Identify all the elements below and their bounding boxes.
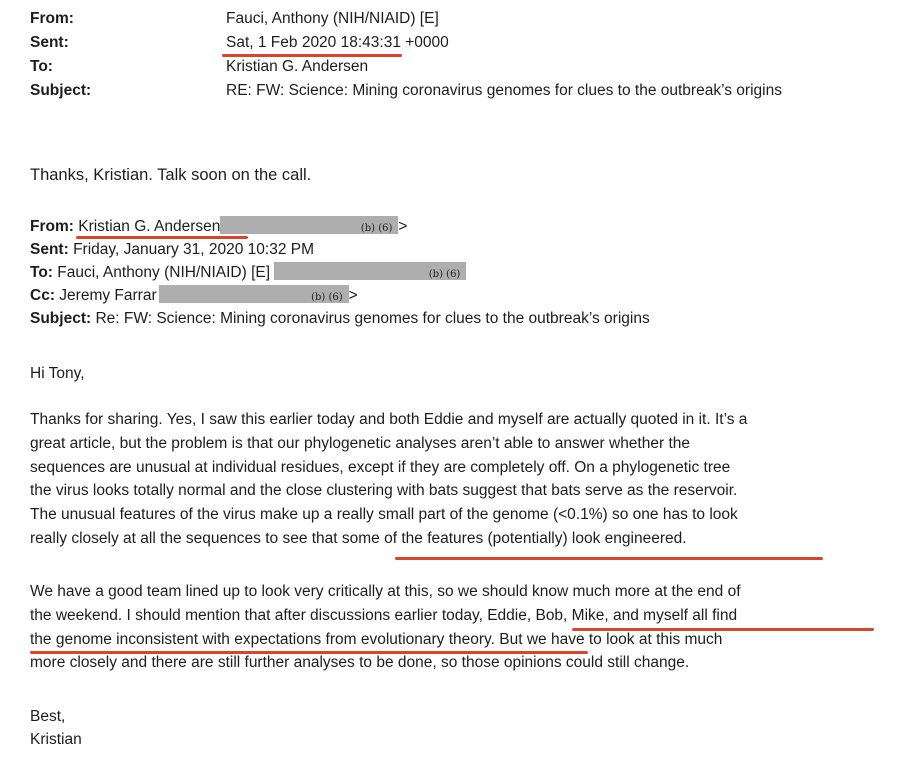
paragraph-line: sequences are unusual at individual residues, except if they are completely off. On a phylogenetic tree <box>30 458 731 476</box>
paragraph-line: The unusual features of the virus make up a really small part of the genome (<0.1%) so one has to look <box>30 506 738 524</box>
quoted-to-label: To: <box>30 264 53 281</box>
redaction-code: (b) (6) <box>428 269 461 280</box>
from-value: Fauci, Anthony (NIH/NIAID) [E] <box>226 10 439 27</box>
paragraph-line: the weekend. I should mention that after discussions earlier today, Eddie, Bob, Mike, and myself all find <box>30 606 738 624</box>
subject-label: Subject: <box>30 82 92 99</box>
quoted-from-name: Kristian G. Andersen <box>78 218 221 235</box>
paragraph-line: great article, but the problem is that our phylogenetic analyses aren’t able to answer whether the <box>30 434 690 452</box>
quoted-to <box>30 261 466 284</box>
paragraph-line: the genome inconsistent with expectations from evolutionary theory. But we have to look at this much <box>30 630 723 648</box>
paragraph-line: the virus looks totally normal and the close clustering with bats suggest that bats serve as the reservoir. <box>30 482 738 500</box>
sent-value: Sat, 1 Feb 2020 18:43:31 +0000 <box>226 34 449 51</box>
redaction-box <box>220 216 398 234</box>
highlight-underline <box>222 54 402 57</box>
quoted-subject <box>30 307 650 330</box>
redaction-code: (b) (6) <box>311 292 343 303</box>
highlight-underline <box>572 628 874 631</box>
quoted-cc-value: Jeremy Farrar <box>59 287 157 304</box>
greeting: Hi Tony, <box>30 365 85 382</box>
to-value: Kristian G. Andersen <box>226 58 369 75</box>
quoted-subject-value: Re: FW: Science: Mining coronavirus genomes for clues to the outbreak’s origins <box>95 310 650 327</box>
quoted-cc-suffix: > <box>348 287 358 304</box>
quoted-from-suffix: > <box>398 218 408 235</box>
reply-text: Thanks, Kristian. Talk soon on the call. <box>30 166 312 184</box>
paragraph-line: more closely and there are still further analyses to be done, so those opinions could still change. <box>30 654 690 672</box>
paragraph-line: Thanks for sharing. Yes, I saw this earlier today and both Eddie and myself are actually quoted in it. It’s a <box>30 411 748 428</box>
quoted-to-value: Fauci, Anthony (NIH/NIAID) [E] <box>57 264 271 281</box>
signature: Kristian <box>30 731 82 748</box>
paragraph-1 <box>30 408 747 551</box>
quoted-subject-label: Subject: <box>30 310 92 327</box>
highlight-underline <box>395 557 823 560</box>
quoted-sent <box>30 238 314 261</box>
redaction-box <box>274 262 466 280</box>
highlight-underline <box>76 236 248 239</box>
subject-value: RE: FW: Science: Mining coronavirus genomes for clues to the outbreak’s origins <box>226 82 782 99</box>
redaction-code: (b) (6) <box>360 223 393 234</box>
paragraph-line: really closely at all the sequences to see that some of the features (potentially) look engineered. <box>30 529 687 547</box>
paragraph-line: We have a good team lined up to look very critically at this, so we should know much more at the end of <box>30 583 741 600</box>
quoted-cc <box>30 284 358 307</box>
sent-label: Sent: <box>30 34 69 51</box>
quoted-from <box>30 215 407 238</box>
from-label: From: <box>30 10 74 27</box>
quoted-from-label: From: <box>30 218 74 235</box>
redaction-box <box>159 285 349 303</box>
quoted-sent-value: Friday, January 31, 2020 10:32 PM <box>73 241 315 258</box>
quoted-cc-label: Cc: <box>30 287 55 304</box>
to-label: To: <box>30 58 53 75</box>
highlight-underline <box>30 651 588 654</box>
quoted-sent-label: Sent: <box>30 241 69 258</box>
signoff: Best, <box>30 708 66 725</box>
